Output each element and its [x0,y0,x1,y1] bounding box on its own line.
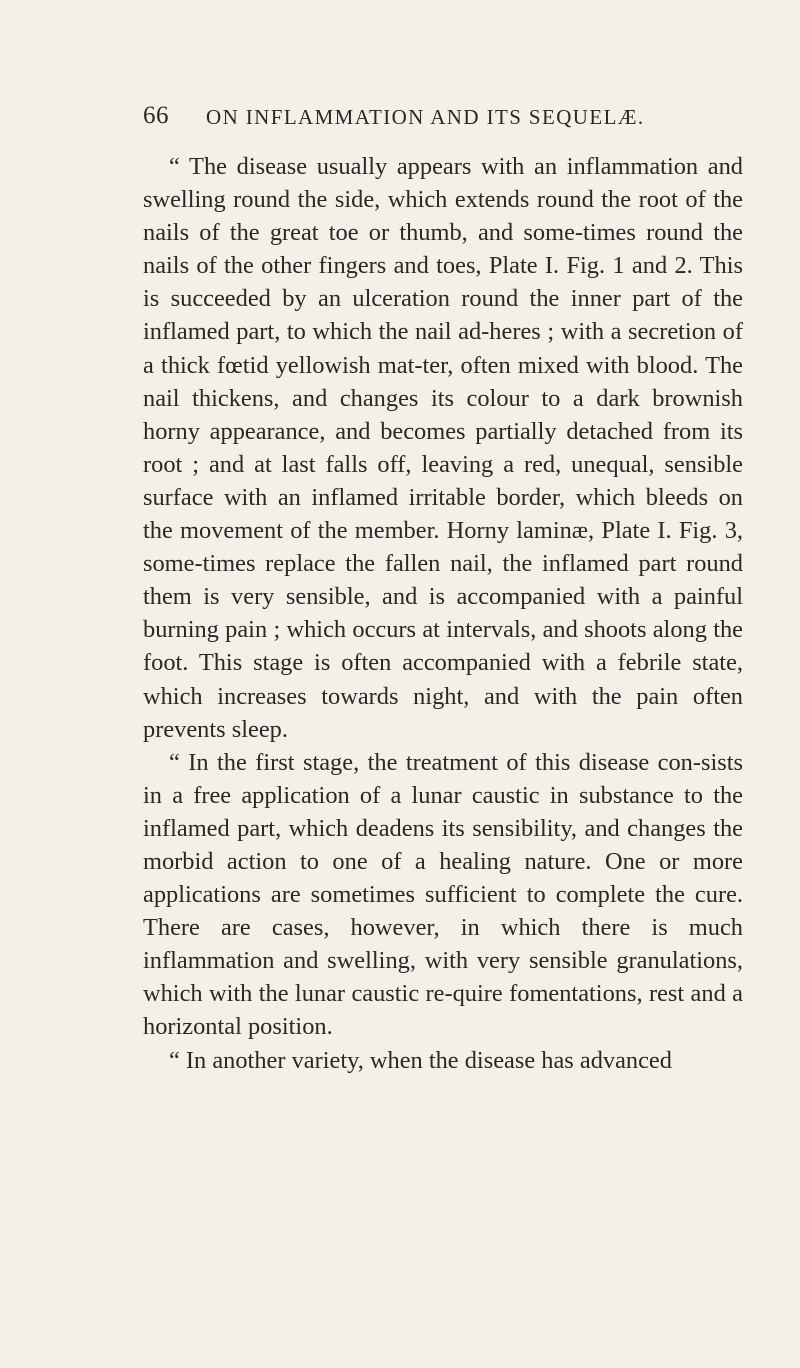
running-title: ON INFLAMMATION AND ITS SEQUELÆ. [206,105,645,129]
paragraph-symptoms: “ The disease usually appears with an inflammation and swelling round the side, which extends round the root of the nails of the great toe or thumb, and some-times round the nails of the other fingers and toes, Plate I. Fig. 1 and 2. This is succeeded by an ulceration round the inner part of the inflamed part, to which the nail ad-heres ; with a secretion of a thick fœtid yellowish mat-ter, often mixed with blood. The nail thickens, and changes its colour to a dark brownish horny appearance, and becomes partially detached from its root ; and at last falls off, leaving a red, unequal, sensible surface with an inflamed irritable border, which bleeds on the movement of the member. Horny laminæ, Plate I. Fig. 3, some-times replace the fallen nail, the inflamed part round them is very sensible, and is accompanied with a painful burning pain ; which occurs at intervals, and shoots along the foot. This stage is often accompanied with a febrile state, which increases towards night, and with the pain often prevents sleep. [143,153,743,743]
paragraph-variety: “ In another variety, when the disease has advanced [169,1046,672,1074]
paragraph-treatment: “ In the first stage, the treatment of this disease con-sists in a free application of a lunar caustic in substance to the inflamed part, which deadens its sensibility, and changes the morbid action to one of a healing nature. One or more applications are sometimes sufficient to complete the cure. There are cases, however, in which there is much inflammation and swelling, with very sensible granulations, which with the lunar caustic re-quire fomentations, rest and a horizontal position. [143,748,743,1041]
page-header [143,102,733,132]
body-text [143,150,743,1077]
page-number: 66 [143,102,169,129]
